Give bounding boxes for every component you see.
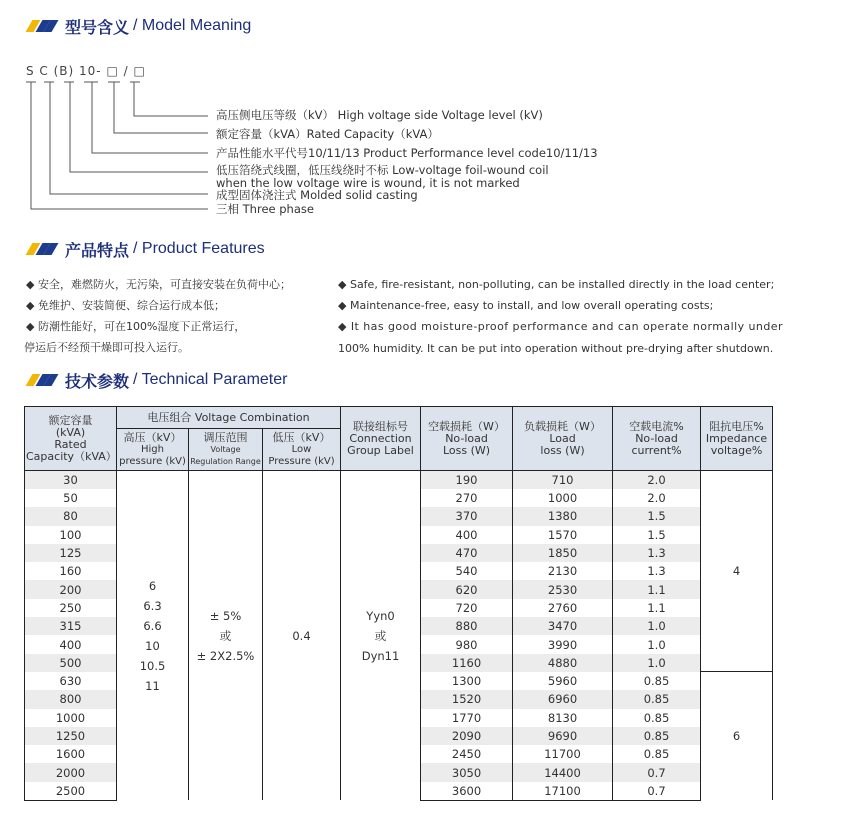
technical-parameter-table bbox=[24, 406, 773, 801]
group-value: Yyn0 bbox=[366, 608, 395, 623]
cell-noload-loss: 720 bbox=[421, 599, 513, 617]
cell-impedance-4: 4 bbox=[701, 471, 773, 672]
cell-noload-loss: 1520 bbox=[421, 690, 513, 708]
hv-value: 6.3 bbox=[143, 598, 162, 613]
cell-load-loss: 4880 bbox=[513, 654, 613, 672]
model-line-cast: 成型固体浇注式 Molded solid casting bbox=[216, 188, 418, 202]
hv-value: 10 bbox=[145, 638, 160, 653]
feature-cn-1: ◆ 安全，难燃防火，无污染，可直接安装在负荷中心； bbox=[26, 278, 291, 291]
cell-noload-loss: 190 bbox=[421, 471, 513, 490]
product-features-heading bbox=[25, 237, 265, 261]
cell-regulation-values bbox=[189, 471, 263, 801]
cell-load-loss: 2530 bbox=[513, 580, 613, 598]
cell-capacity: 400 bbox=[25, 635, 117, 653]
cell-noload-loss: 980 bbox=[421, 635, 513, 653]
cell-capacity: 315 bbox=[25, 617, 117, 635]
cell-noload-current: 1.1 bbox=[613, 580, 701, 598]
cell-noload-loss: 1300 bbox=[421, 672, 513, 690]
cell-noload-loss: 1160 bbox=[421, 654, 513, 672]
model-line-capacity: 额定容量（kVA）Rated Capacity（kVA） bbox=[216, 127, 439, 141]
cell-impedance-6: 6 bbox=[701, 672, 773, 800]
cell-capacity: 630 bbox=[25, 672, 117, 690]
model-line-performance: 产品性能水平代号10/11/13 Product Performance level code10/11/13 bbox=[216, 146, 598, 160]
technical-parameter-heading bbox=[25, 368, 287, 392]
cell-load-loss: 9690 bbox=[513, 727, 613, 745]
cell-noload-loss: 470 bbox=[421, 544, 513, 562]
cell-noload-loss: 270 bbox=[421, 489, 513, 507]
header-regulation: 调压范围 Voltage Regulation Range bbox=[189, 429, 263, 471]
cell-noload-current: 0.85 bbox=[613, 690, 701, 708]
hv-value: 11 bbox=[145, 678, 160, 693]
cell-noload-current: 0.85 bbox=[613, 745, 701, 763]
cell-capacity: 160 bbox=[25, 562, 117, 580]
cell-hv-values bbox=[117, 471, 189, 801]
cell-noload-current: 1.5 bbox=[613, 507, 701, 525]
cell-load-loss: 1380 bbox=[513, 507, 613, 525]
cell-capacity: 800 bbox=[25, 690, 117, 708]
heading-cn: 产品特点 bbox=[65, 240, 130, 260]
cell-capacity: 125 bbox=[25, 544, 117, 562]
model-line-foil-en: when the low voltage wire is wound, it is not marked bbox=[216, 176, 520, 190]
cell-capacity: 250 bbox=[25, 599, 117, 617]
cell-noload-loss: 3050 bbox=[421, 763, 513, 781]
model-line-foil: 低压箔绕式线圈，低压线绕时不标 Low-voltage foil-wound coil bbox=[216, 163, 549, 177]
cell-capacity: 100 bbox=[25, 526, 117, 544]
heading-en: / Product Features bbox=[133, 240, 265, 257]
cell-noload-loss: 2090 bbox=[421, 727, 513, 745]
cell-capacity: 500 bbox=[25, 654, 117, 672]
header-noload-current: 空载电流% No-load current% bbox=[613, 407, 701, 471]
header-load-loss: 负载损耗（W） Load loss (W) bbox=[513, 407, 613, 471]
cell-noload-current: 0.85 bbox=[613, 727, 701, 745]
cell-noload-current: 2.0 bbox=[613, 471, 701, 490]
header-noload-loss: 空载损耗（W） No-load Loss (W) bbox=[421, 407, 513, 471]
cell-noload-loss: 2450 bbox=[421, 745, 513, 763]
heading-cn: 型号含义 bbox=[65, 17, 130, 37]
model-line-hv: 高压侧电压等级（kV） High voltage side Voltage level (kV) bbox=[216, 108, 543, 122]
cell-capacity: 80 bbox=[25, 507, 117, 525]
cell-load-loss: 3470 bbox=[513, 617, 613, 635]
cell-noload-current: 0.85 bbox=[613, 672, 701, 690]
model-code: S C (B) 10- □ / □ bbox=[26, 64, 146, 78]
cell-noload-current: 0.7 bbox=[613, 782, 701, 801]
header-group: 联接组标号 Connection Group Label bbox=[341, 407, 421, 471]
cell-load-loss: 1570 bbox=[513, 526, 613, 544]
cell-noload-current: 1.1 bbox=[613, 599, 701, 617]
cell-capacity: 30 bbox=[25, 471, 117, 490]
reg-value: ± 2X2.5% bbox=[196, 648, 255, 663]
heading-en: / Technical Parameter bbox=[133, 371, 288, 388]
cell-noload-current: 1.0 bbox=[613, 635, 701, 653]
cell-load-loss: 17100 bbox=[513, 782, 613, 801]
cell-noload-current: 1.3 bbox=[613, 544, 701, 562]
cell-lv-value: 0.4 bbox=[263, 471, 341, 801]
hv-value: 6 bbox=[148, 578, 157, 593]
header-impedance: 阻抗电压% Impedance voltage% bbox=[701, 407, 773, 471]
cell-load-loss: 14400 bbox=[513, 763, 613, 781]
reg-value: 或 bbox=[219, 628, 232, 643]
cell-capacity: 2000 bbox=[25, 763, 117, 781]
header-voltage-combination: 电压组合 Voltage Combination bbox=[117, 407, 341, 429]
cell-load-loss: 5960 bbox=[513, 672, 613, 690]
header-lv: 低压（kV） Low Pressure (kV) bbox=[263, 429, 341, 471]
cell-noload-current: 0.7 bbox=[613, 763, 701, 781]
cell-load-loss: 11700 bbox=[513, 745, 613, 763]
feature-en-2: ◆ Maintenance-free, easy to install, and low overall operating costs; bbox=[338, 299, 714, 312]
group-value: 或 bbox=[374, 628, 387, 643]
cell-noload-loss: 620 bbox=[421, 580, 513, 598]
cell-noload-loss: 540 bbox=[421, 562, 513, 580]
cell-noload-loss: 400 bbox=[421, 526, 513, 544]
cell-load-loss: 2130 bbox=[513, 562, 613, 580]
heading-stripes-icon bbox=[25, 243, 57, 255]
cell-capacity: 1600 bbox=[25, 745, 117, 763]
cell-noload-loss: 880 bbox=[421, 617, 513, 635]
cell-load-loss: 1000 bbox=[513, 489, 613, 507]
cell-noload-current: 1.3 bbox=[613, 562, 701, 580]
feature-en-1: ◆ Safe, fire-resistant, non-polluting, can be installed directly in the load center; bbox=[338, 278, 775, 291]
feature-en-4: 100% humidity. It can be put into operation without pre-drying after shutdown. bbox=[338, 342, 774, 355]
heading-stripes-icon bbox=[25, 374, 57, 386]
cell-capacity: 2500 bbox=[25, 782, 117, 801]
reg-value: ± 5% bbox=[209, 608, 242, 623]
cell-noload-current: 1.0 bbox=[613, 654, 701, 672]
cell-noload-current: 1.0 bbox=[613, 617, 701, 635]
feature-cn-4: 停运后不经预干燥即可投入运行。 bbox=[24, 341, 189, 354]
hv-value: 10.5 bbox=[139, 658, 166, 673]
feature-cn-2: ◆ 免维护、安装简便、综合运行成本低； bbox=[26, 299, 225, 312]
heading-en: / Model Meaning bbox=[133, 17, 252, 34]
heading-cn: 技术参数 bbox=[65, 371, 130, 391]
cell-load-loss: 2760 bbox=[513, 599, 613, 617]
cell-noload-loss: 370 bbox=[421, 507, 513, 525]
header-capacity: 额定容量 (kVA) Rated Capacity（kVA） bbox=[25, 407, 117, 471]
model-line-phase: 三相 Three phase bbox=[216, 202, 314, 216]
cell-noload-loss: 1770 bbox=[421, 709, 513, 727]
header-hv: 高压（kV） High pressure (kV) bbox=[117, 429, 189, 471]
cell-noload-loss: 3600 bbox=[421, 782, 513, 801]
cell-noload-current: 2.0 bbox=[613, 489, 701, 507]
group-value: Dyn11 bbox=[361, 648, 400, 663]
cell-noload-current: 1.5 bbox=[613, 526, 701, 544]
table-row bbox=[25, 471, 773, 490]
cell-load-loss: 6960 bbox=[513, 690, 613, 708]
cell-capacity: 50 bbox=[25, 489, 117, 507]
cell-group-values bbox=[341, 471, 421, 801]
feature-en-3: ◆ It has good moisture-proof performance and can operate normally under bbox=[338, 320, 783, 333]
cell-load-loss: 8130 bbox=[513, 709, 613, 727]
cell-load-loss: 3990 bbox=[513, 635, 613, 653]
cell-capacity: 1250 bbox=[25, 727, 117, 745]
hv-value: 6.6 bbox=[143, 618, 162, 633]
cell-load-loss: 710 bbox=[513, 471, 613, 490]
cell-capacity: 1000 bbox=[25, 709, 117, 727]
feature-cn-3: ◆ 防潮性能好，可在100%湿度下正常运行， bbox=[26, 320, 246, 333]
cell-load-loss: 1850 bbox=[513, 544, 613, 562]
cell-noload-current: 0.85 bbox=[613, 709, 701, 727]
cell-capacity: 200 bbox=[25, 580, 117, 598]
